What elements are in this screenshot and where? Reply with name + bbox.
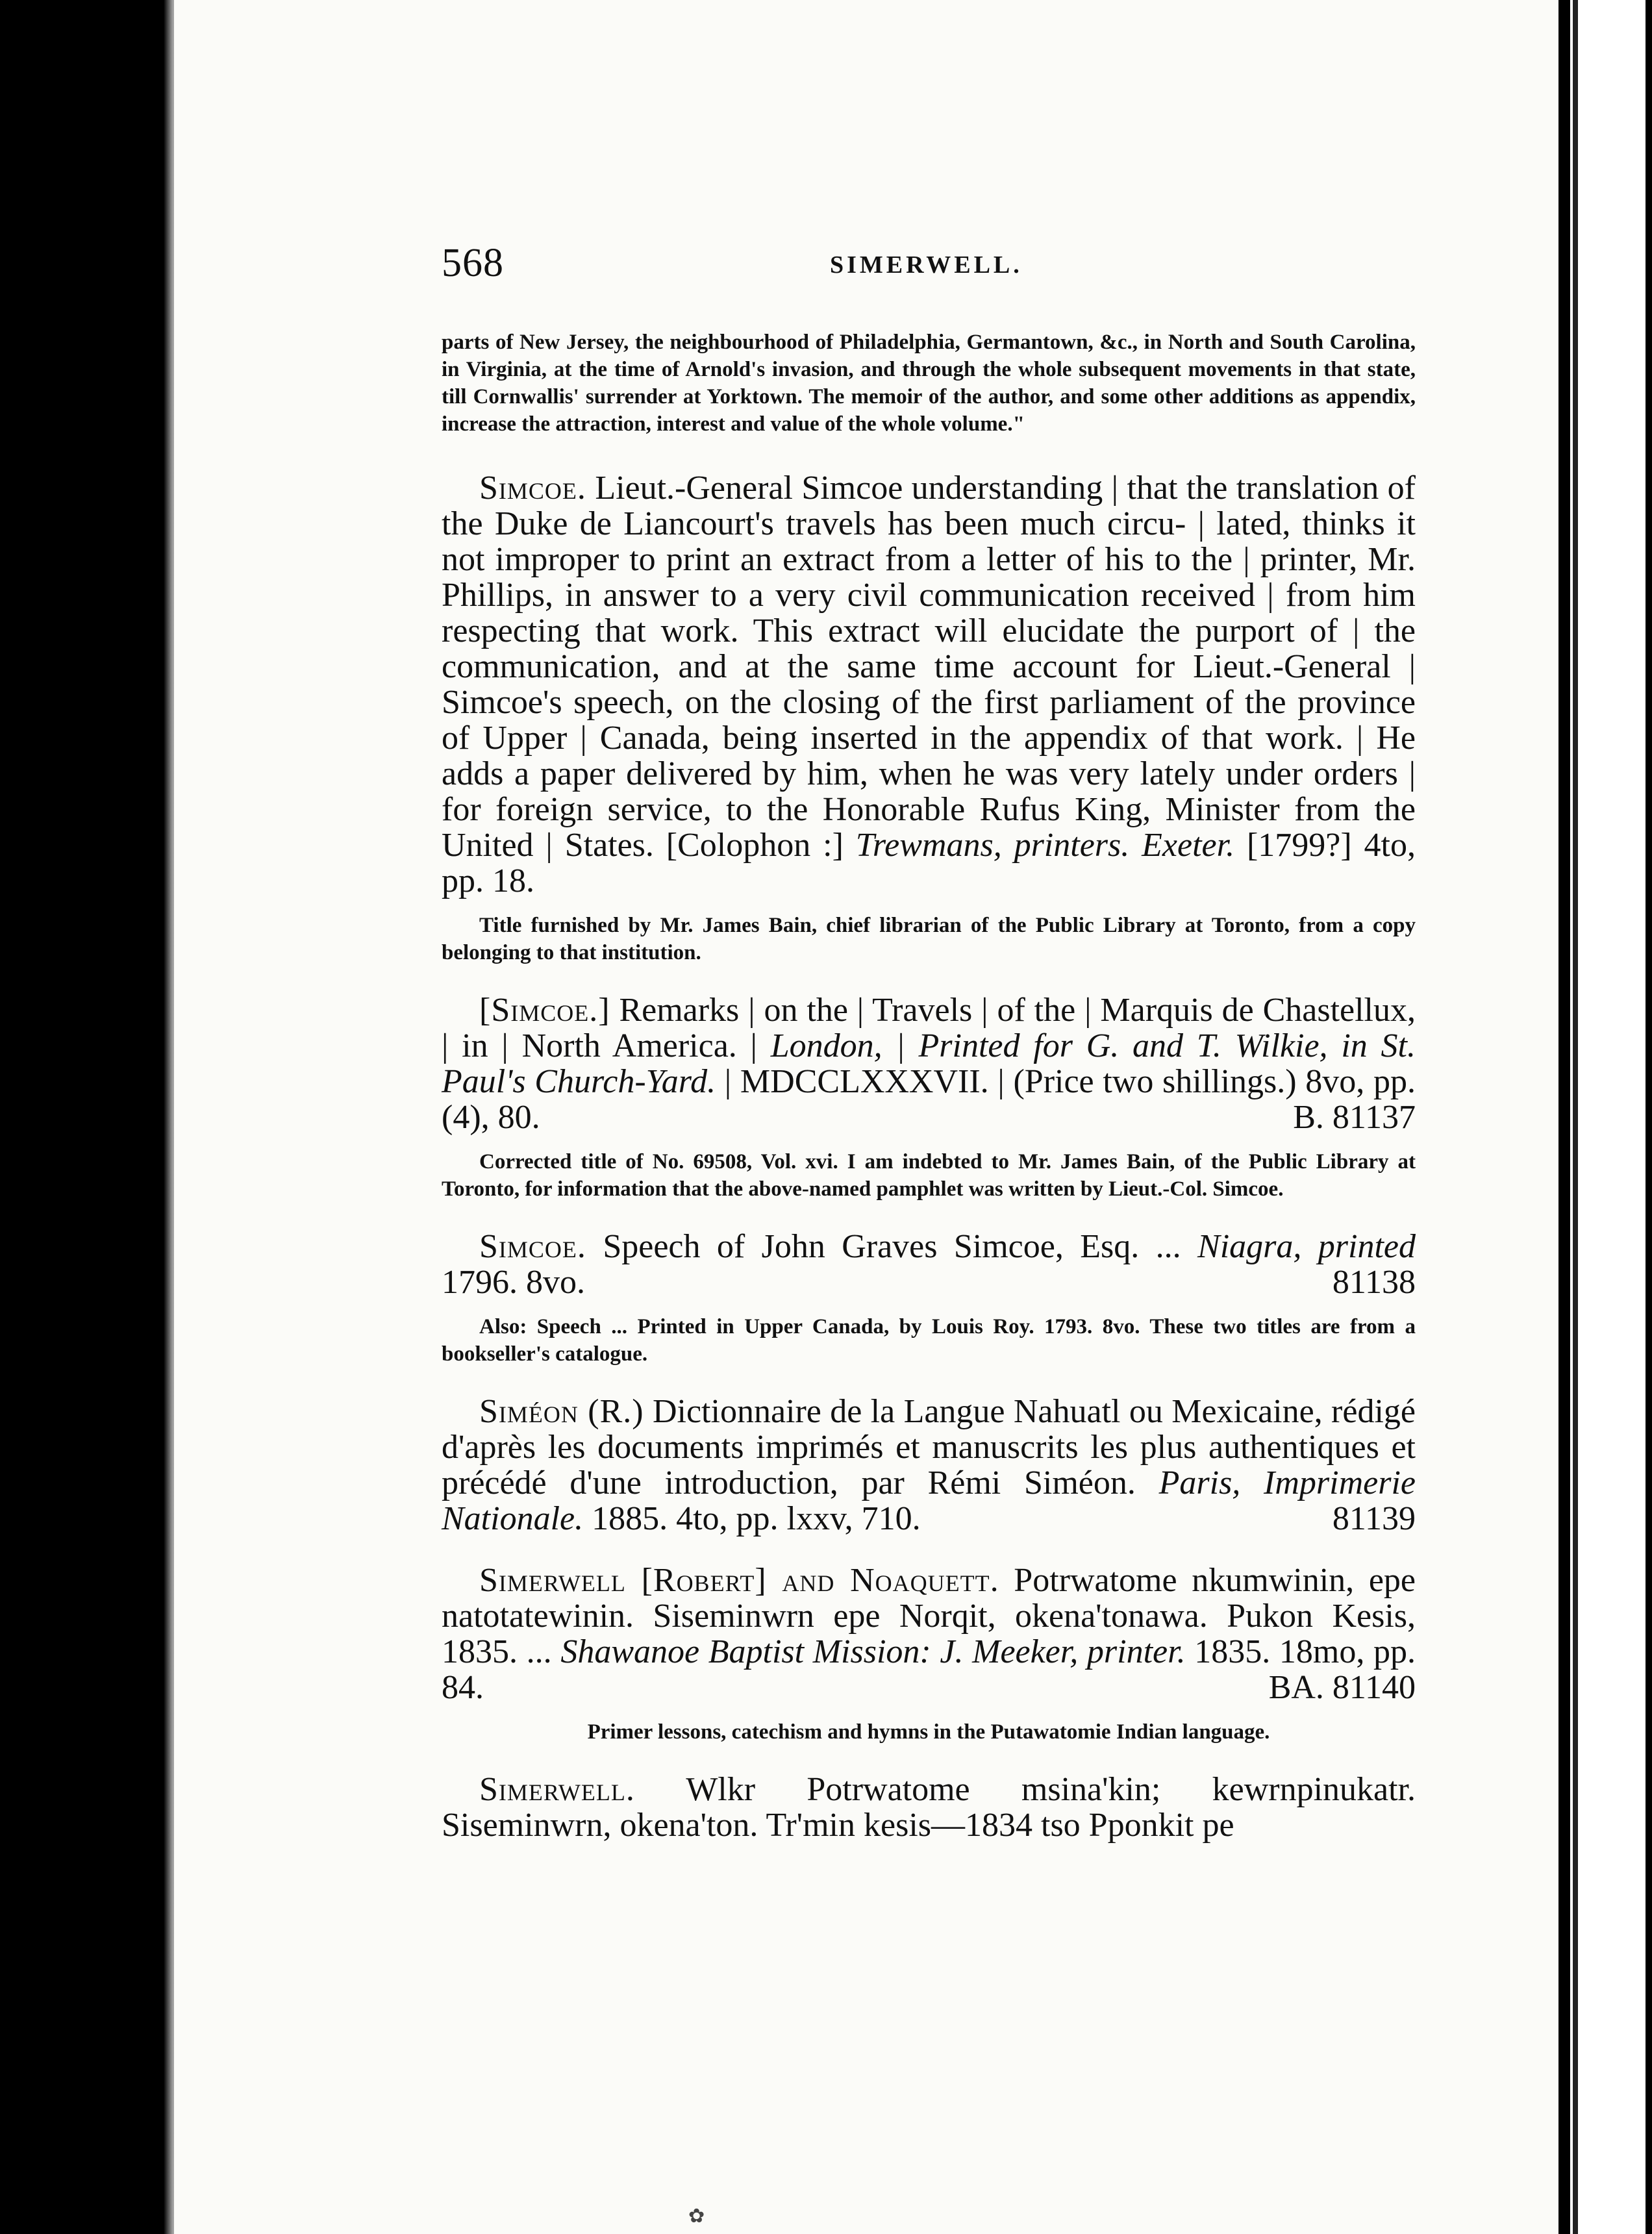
right-gutter — [1558, 0, 1570, 2234]
entry-title: Wlkr Potrwatome msina'kin; kewrnpinukatr. Siseminwrn, okena'ton. Tr'min kesis—1834 tso Pponkit pe — [442, 1771, 1416, 1844]
entry-text — [442, 1772, 1416, 1843]
entry-collation: [1799?] 4to, pp. 18. — [442, 827, 1416, 899]
running-head: SIMERWELL. — [830, 251, 1023, 279]
page-number: 568 — [442, 241, 504, 285]
entry-simcoe-remarks — [442, 992, 1416, 1203]
entry-heading: Simcoe. — [479, 470, 586, 507]
printer-mark-icon: ✿ — [688, 2205, 705, 2227]
entry-text — [442, 992, 1416, 1135]
entry-imprint: Trewmans, printers. Exeter. — [855, 827, 1235, 864]
entry-text — [442, 1563, 1416, 1705]
entry-heading: [Simcoe.] — [479, 992, 610, 1029]
page-content — [442, 240, 1416, 1843]
entry-simerwell-noaquett — [442, 1563, 1416, 1746]
entry-imprint: Paris, Imprimerie Nationale. — [442, 1464, 1416, 1537]
entry-heading: Siméon (R.) — [479, 1393, 644, 1430]
entry-number: BA. 81140 — [1268, 1669, 1416, 1706]
entry-heading: Simcoe. — [479, 1228, 586, 1265]
entry-heading: Simerwell. — [479, 1771, 635, 1808]
entry-imprint: Niagra, printed — [1197, 1228, 1416, 1265]
entry-collation: | MDCCLXXXVII. | (Price two shillings.) 8vo, pp. (4), 80. — [442, 1063, 1416, 1136]
entry-title: Potrwatome nkumwinin, epe natotatewinin. Siseminwrn epe Norqit, okena'tonawa. Pukon Kesis, 1835. ... — [442, 1562, 1416, 1670]
entry-title: Dictionnaire de la Langue Nahuatl ou Mexicaine, rédigé d'après les documents imprimés et manuscrits les plus authentiques et précédé d'une introduction, par Rémi Siméon. — [442, 1393, 1416, 1501]
entry-note: Title furnished by Mr. James Bain, chief librarian of the Public Library at Toronto, from a copy belonging to that institution. — [442, 914, 1416, 964]
entry-note: Primer lessons, catechism and hymns in the Putawatomie Indian language. — [587, 1720, 1270, 1744]
entry-text — [442, 1229, 1416, 1300]
entry-title: Lieut.-General Simcoe understanding | that the translation of the Duke de Liancourt's travels has been much circu- | lated, thinks it not improper to print an extract from a letter of his to the | printer, Mr. Phillips, in answer to a very civil communication received | from him respecting that work. This extract will elucidate the purport of | the communication, and at the same time account for Lieut.-General | Simcoe's speech, on the closing of the first parliament of the province of Upper | Canada, being inserted in the appendix of that work. | He adds a paper delivered by him, when he was very lately under orders | for foreign service, to the Honorable Rufus King, Minister from the United | States. [Colophon :] — [442, 470, 1416, 864]
entry-note: Corrected title of No. 69508, Vol. xvi. I am indebted to Mr. James Bain, of the Public Library at Toronto, for information that the above-named pamphlet was written by Lieut.-Col. Simcoe. — [442, 1150, 1416, 1201]
entry-simcoe-letter — [442, 470, 1416, 966]
entry-number: 81139 — [1332, 1500, 1416, 1537]
entry-title: Speech of John Graves Simcoe, Esq. ... — [586, 1228, 1198, 1265]
entry-text — [442, 1394, 1416, 1537]
entry-collation: 1885. 4to, pp. lxxv, 710. — [583, 1500, 921, 1537]
facing-page-rule — [1573, 0, 1578, 2234]
entry-heading: Simerwell [Robert] and Noaquett. — [479, 1562, 999, 1599]
entry-simeon — [442, 1394, 1416, 1537]
entry-note: Also: Speech ... Printed in Upper Canada, by Louis Roy. 1793. 8vo. These two titles are from a bookseller's catalogue. — [442, 1315, 1416, 1366]
entry-simcoe-speech — [442, 1229, 1416, 1368]
continuation-quote: parts of New Jersey, the neighbourhood of Philadelphia, Germantown, &c., in North and South Carolina, in Virginia, at the time of Arnold's invasion, and through the whole subsequent movements in that state, till Cornwallis' surrender at Yorktown. The memoir of the author, and some other additions as appendix, increase the attraction, interest and value of the whole volume." — [442, 331, 1416, 436]
entry-imprint: London, | Printed for G. and T. Wilkie, in St. Paul's Church-Yard. — [442, 1027, 1416, 1100]
entry-title: Remarks | on the | Travels | of the | Marquis de Chastellux, | in | North America. | — [442, 992, 1416, 1064]
entry-collation: 1796. 8vo. — [442, 1264, 585, 1301]
entry-number: 81138 — [1332, 1264, 1416, 1301]
page-header — [442, 240, 1416, 292]
facing-page-edge — [1570, 0, 1652, 2234]
entry-imprint: Shawanoe Baptist Mission: J. Meeker, printer. — [560, 1633, 1186, 1670]
entry-text — [442, 470, 1416, 899]
scan-edge — [1646, 0, 1652, 2234]
entry-number: B. 81137 — [1293, 1099, 1416, 1136]
entry-collation: 1835. 18mo, pp. 84. — [442, 1633, 1416, 1706]
entry-simerwell — [442, 1772, 1416, 1843]
